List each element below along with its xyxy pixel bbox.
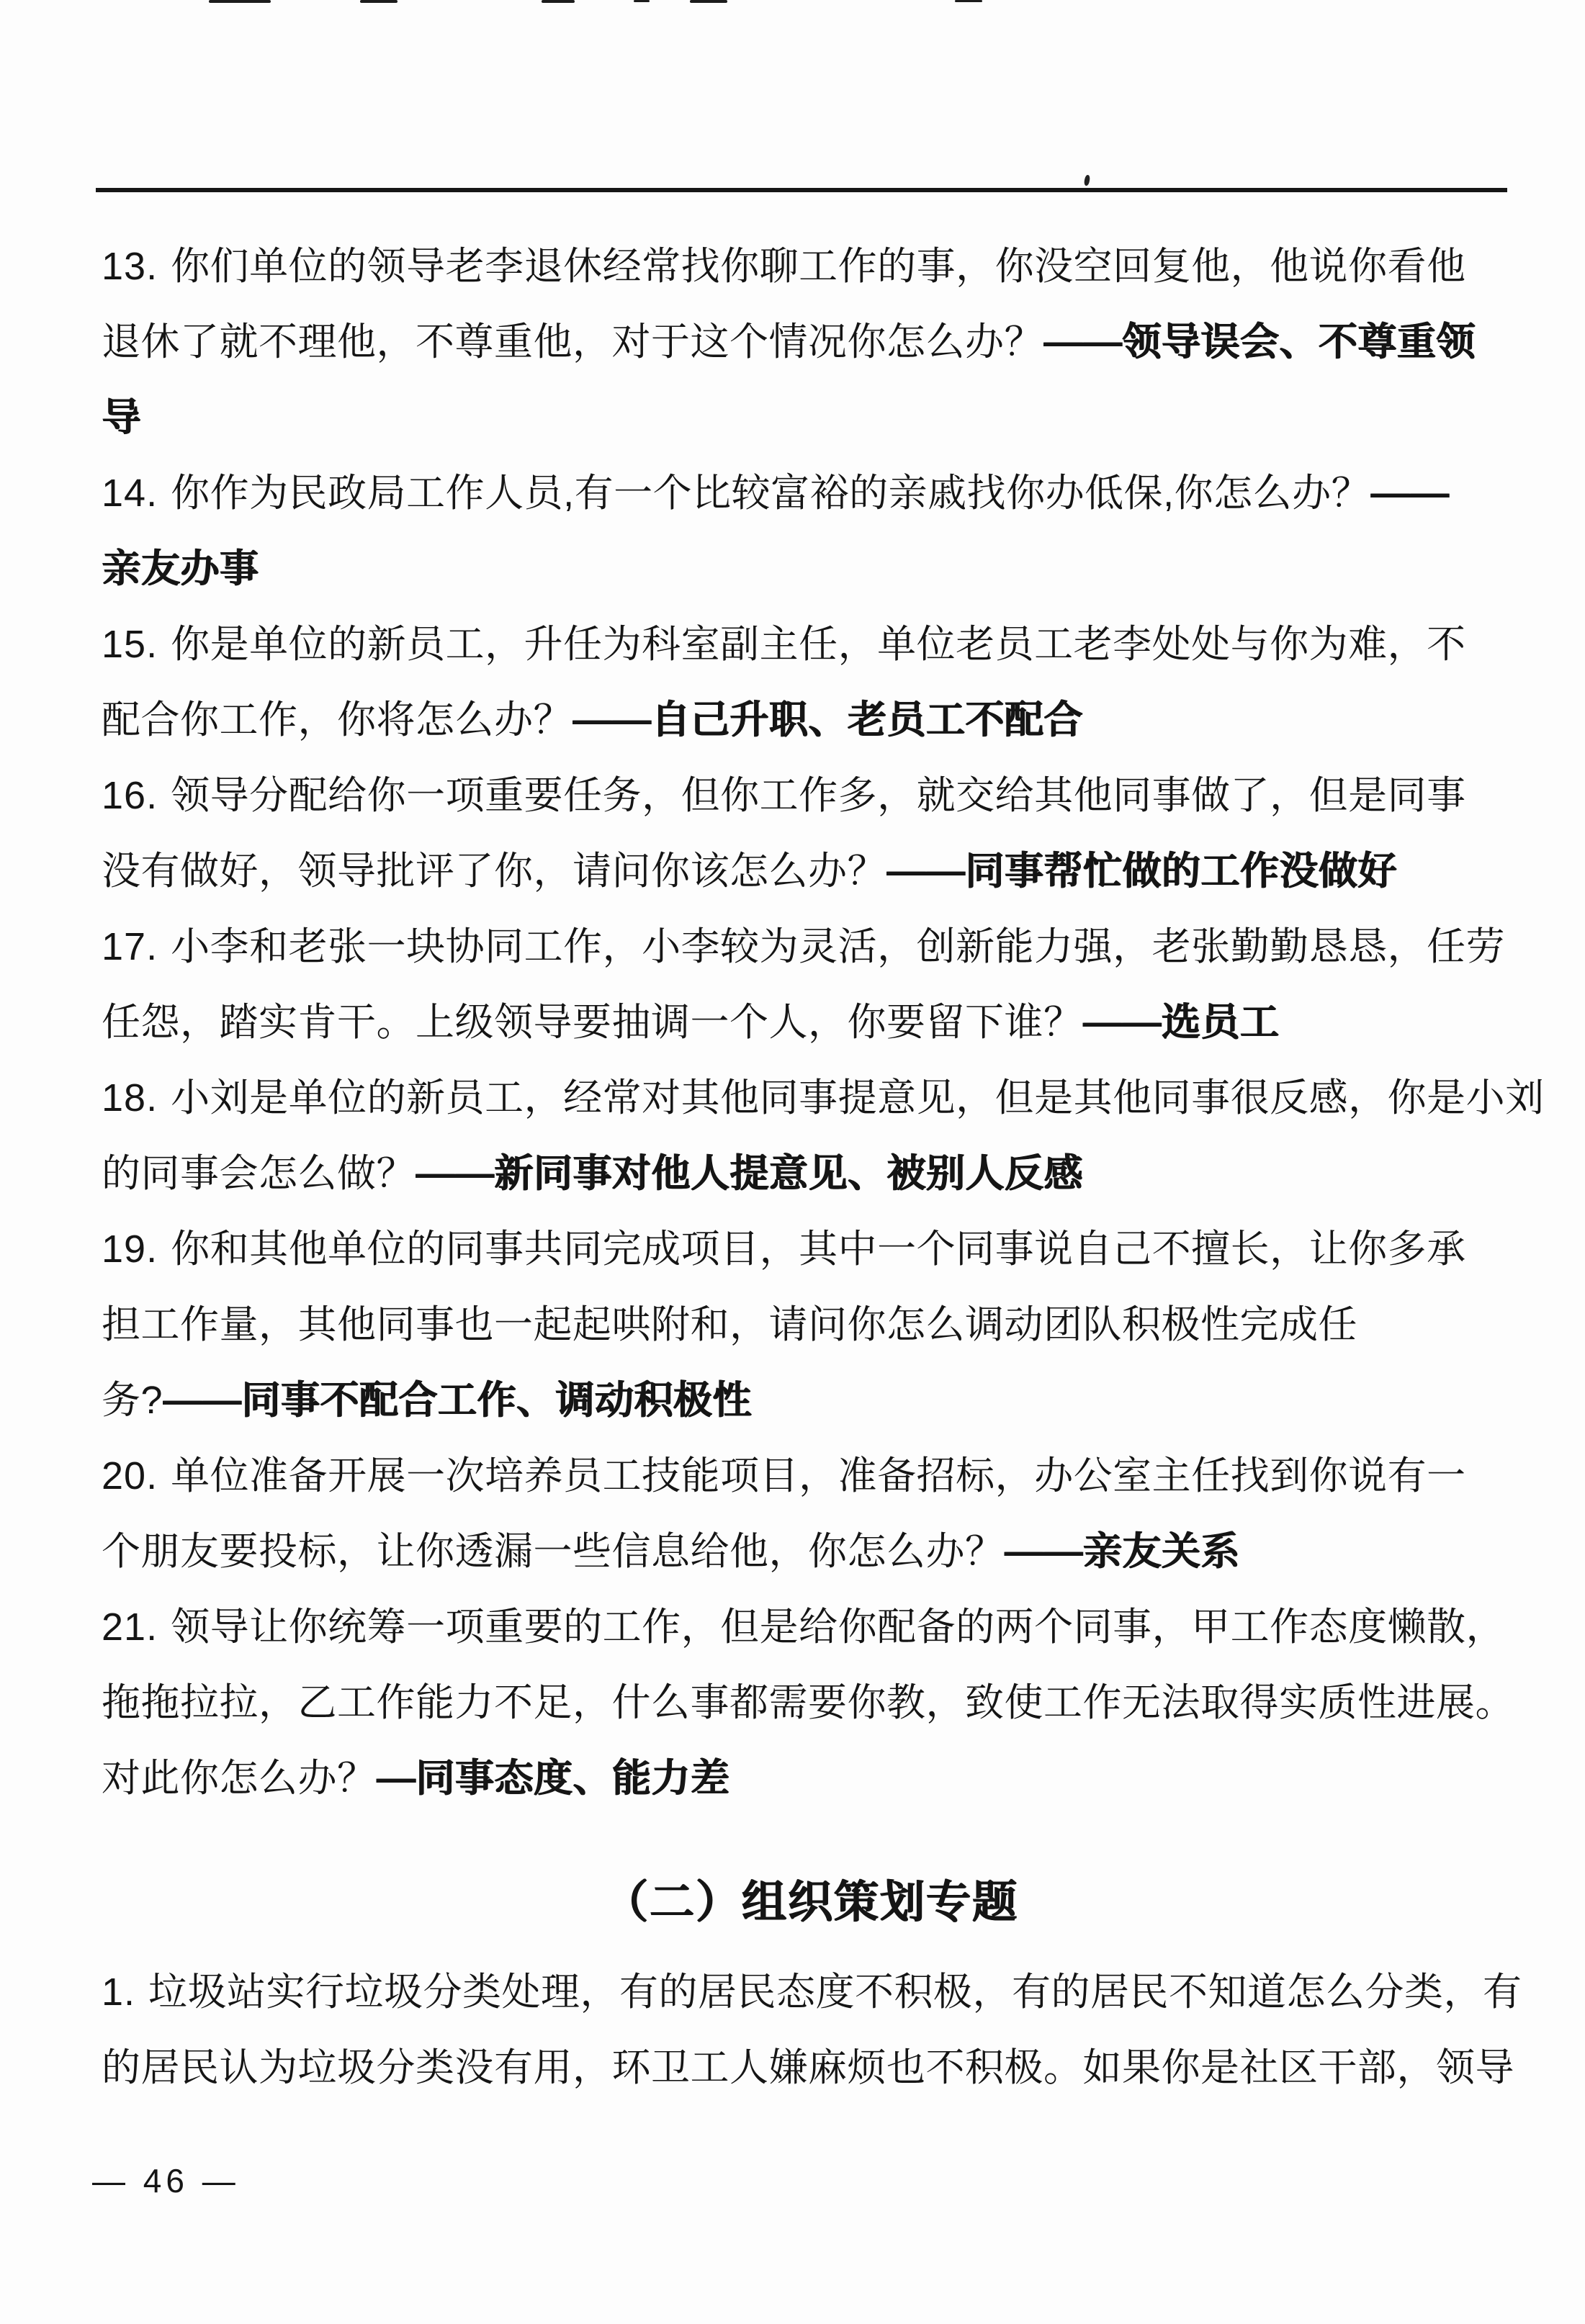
text-line: [102, 380, 1585, 456]
question-text: 务?: [102, 1379, 163, 1422]
item-number: 14.: [102, 472, 158, 515]
text-line: [102, 1438, 1585, 1514]
text-line: [102, 834, 1585, 909]
answer-keyword: ——同事帮忙做的工作没做好: [886, 850, 1397, 893]
scan-artifact: [542, 0, 575, 3]
answer-keyword: 亲友办事: [102, 547, 259, 590]
question-list-13-21: [102, 229, 1585, 1816]
text-line: [102, 683, 1585, 758]
question-text: 你作为民政局工作人员,有一个比较富裕的亲戚找你办低保,你怎么办？: [171, 472, 1371, 515]
text-line: [102, 1741, 1585, 1816]
scan-artifact: [955, 0, 982, 2]
text-line: [102, 456, 1585, 531]
answer-keyword: 导: [102, 396, 141, 439]
question-text: 对此你怎么办？: [102, 1757, 377, 1800]
text-line: [102, 305, 1585, 380]
answer-keyword: ——亲友关系: [1004, 1530, 1240, 1573]
question-text: 你和其他单位的同事共同完成项目，其中一个同事说自己不擅长，让你多承: [171, 1228, 1466, 1271]
text-line: [102, 1136, 1585, 1212]
answer-keyword: ——同事不配合工作、调动积极性: [163, 1379, 752, 1422]
scan-artifact: [690, 0, 727, 3]
question-text: 小李和老张一块协同工作，小李较为灵活，创新能力强，老张勤勤恳恳，任劳: [171, 925, 1506, 968]
question-text: 你们单位的领导老李退休经常找你聊工作的事，你没空回复他，他说你看他: [171, 245, 1466, 288]
text-line: [102, 607, 1585, 683]
question-text: 退休了就不理他，不尊重他，对于这个情况你怎么办？: [102, 320, 1043, 364]
answer-keyword: ——自己升职、老员工不配合: [573, 698, 1083, 742]
item-number: 17.: [102, 925, 158, 968]
top-rule-divider: [96, 188, 1507, 192]
question-text: 领导让你统筹一项重要的工作，但是给你配备的两个同事，甲工作态度懒散，: [171, 1605, 1506, 1649]
ink-dot-artifact: [1084, 175, 1090, 186]
question-text: 配合你工作，你将怎么办？: [102, 698, 573, 742]
question-list-section2: [102, 1955, 1585, 2106]
text-line: [102, 1665, 1585, 1741]
question-text: 拖拖拉拉，乙工作能力不足，什么事都需要你教，致使工作无法取得实质性进展。: [102, 1681, 1514, 1724]
question-text: 任怨，踏实肯干。上级领导要抽调一个人，你要留下谁？: [102, 1001, 1083, 1044]
text-line: [102, 1514, 1585, 1590]
section-title: （二）组织策划专题: [603, 1878, 1018, 1927]
text-line: [102, 2030, 1585, 2106]
question-text: 担工作量，其他同事也一起起哄附和，请问你怎么调动团队积极性完成任: [102, 1303, 1357, 1346]
question-text: 的同事会怎么做？: [102, 1152, 416, 1195]
scan-artifact: [360, 0, 398, 3]
text-line: [102, 1590, 1585, 1665]
question-text: 个朋友要投标，让你透漏一些信息给他，你怎么办？: [102, 1530, 1005, 1573]
text-line: [102, 1287, 1585, 1363]
item-number: 13.: [102, 245, 158, 288]
text-line: [102, 909, 1585, 985]
answer-keyword: ——领导误会、不尊重领: [1043, 320, 1476, 364]
answer-keyword: ——新同事对他人提意见、被别人反感: [416, 1152, 1083, 1195]
text-line: [102, 229, 1585, 305]
question-text: 单位准备开展一次培养员工技能项目，准备招标，办公室主任找到你说有一: [171, 1454, 1466, 1497]
text-line: [102, 1955, 1585, 2030]
answer-keyword: ——: [1370, 472, 1450, 515]
text-line: [102, 1212, 1585, 1287]
item-number: 19.: [102, 1228, 158, 1271]
item-number: 21.: [102, 1605, 158, 1649]
item-number: 18.: [102, 1076, 158, 1120]
item-number: 20.: [102, 1454, 158, 1497]
text-line: [102, 758, 1585, 834]
text-line: [102, 531, 1585, 607]
answer-keyword: ——选员工: [1082, 1001, 1279, 1044]
answer-keyword: —同事态度、能力差: [376, 1757, 729, 1800]
question-text: 你是单位的新员工，升任为科室副主任，单位老员工老李处处与你为难，不: [171, 623, 1466, 666]
question-text: 的居民认为垃圾分类没有用，环卫工人嫌麻烦也不积极。如果你是社区干部，领导: [102, 2046, 1514, 2089]
item-number: 15.: [102, 623, 158, 666]
question-text: 领导分配给你一项重要任务，但你工作多，就交给其他同事做了，但是同事: [171, 774, 1466, 817]
page-number: — 46 —: [92, 2162, 240, 2199]
item-number: 16.: [102, 774, 158, 817]
question-text: 没有做好，领导批评了你，请问你该怎么办？: [102, 850, 886, 893]
question-text: 小刘是单位的新员工，经常对其他同事提意见，但是其他同事很反感，你是小刘: [171, 1076, 1545, 1120]
scan-artifact: [634, 0, 650, 2]
text-line: [102, 1363, 1585, 1438]
scan-artifact: [209, 0, 271, 3]
text-line: [102, 1060, 1585, 1136]
item-number: 1.: [102, 1971, 136, 2014]
question-text: 垃圾站实行垃圾分类处理，有的居民态度不积极，有的居民不知道怎么分类，有: [148, 1971, 1522, 2014]
text-line: [102, 985, 1585, 1060]
